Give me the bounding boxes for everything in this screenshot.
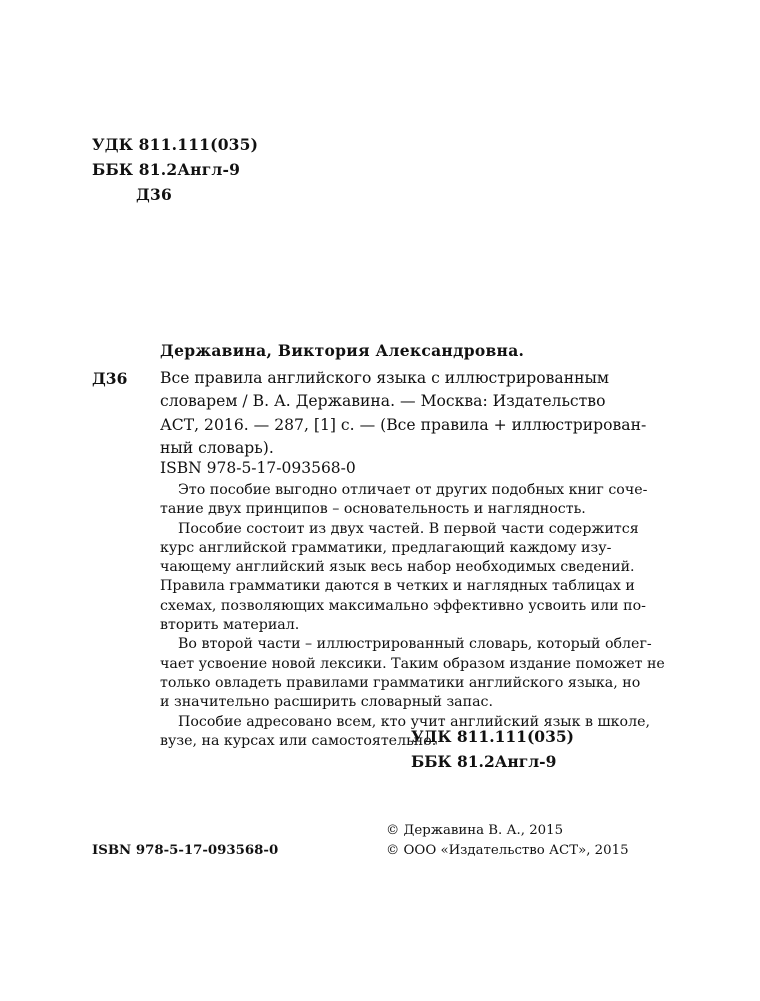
annotation: [160, 481, 665, 751]
bbk-code-bottom: ББК 81.2Англ-9: [411, 752, 557, 771]
description-line: АСТ, 2016. — 287, [1] с. — (Все правила + иллюстрирован-: [160, 415, 647, 434]
annotation-line: Это пособие выгодно отличает от других подобных книг сочe-: [178, 482, 648, 498]
isbn-main: ISBN 978-5-17-093568-0: [160, 459, 356, 477]
annotation-line: вузе, на курсах или самостоятельно.: [160, 732, 437, 749]
annotation-line: схемах, позволяющих максимально эффективно усвоить или по-: [160, 597, 646, 614]
annotation-line: и значительно расширить словарный запас.: [160, 694, 494, 711]
annotation-line: Во второй части – иллюстрированный словарь, который облег-: [178, 636, 652, 653]
annotation-line: Правила грамматики даются в четких и наглядных таблицах и: [160, 578, 635, 595]
annotation-line: вторить материал.: [160, 617, 300, 634]
author-mark-top: Д36: [136, 185, 172, 204]
copyright-author: © Державина В. А., 2015: [386, 823, 564, 838]
bibliographic-description: [160, 367, 647, 460]
bbk-code-top: ББК 81.2Англ-9: [92, 160, 241, 179]
annotation-line: чающему английский язык весь набор необходимых сведений.: [160, 559, 635, 576]
udk-code-top: УДК 811.111(035): [92, 135, 259, 154]
annotation-line: тание двух принципов – основательность и наглядность.: [160, 501, 586, 518]
author-mark-code: Д36: [92, 369, 128, 388]
description-line: Все правила английского языка с иллюстрированным: [160, 369, 610, 387]
annotation-line: только овладеть правилами грамматики английского языка, но: [160, 674, 641, 691]
annotation-line: Пособие состоит из двух частей. В первой части содержится: [178, 520, 639, 537]
udk-code-bottom: УДК 811.111(035): [411, 727, 574, 746]
annotation-line: чает усвоение новой лексики. Таким образом издание поможет не: [160, 655, 665, 672]
annotation-line: курс английской грамматики, предлагающий каждому изу-: [160, 539, 612, 556]
annotation-line: Пособие адресовано всем, кто учит английский язык в школе,: [178, 713, 650, 730]
author-heading: Державина, Виктория Александровна.: [160, 341, 525, 360]
copyright-publisher: © ООО «Издательство АСТ», 2015: [386, 843, 629, 858]
description-line: ный словарь).: [160, 438, 274, 457]
isbn-bottom: ISBN 978-5-17-093568-0: [92, 843, 279, 858]
description-line: словарем / В. А. Державина. — Москва: Издательство: [160, 392, 606, 411]
